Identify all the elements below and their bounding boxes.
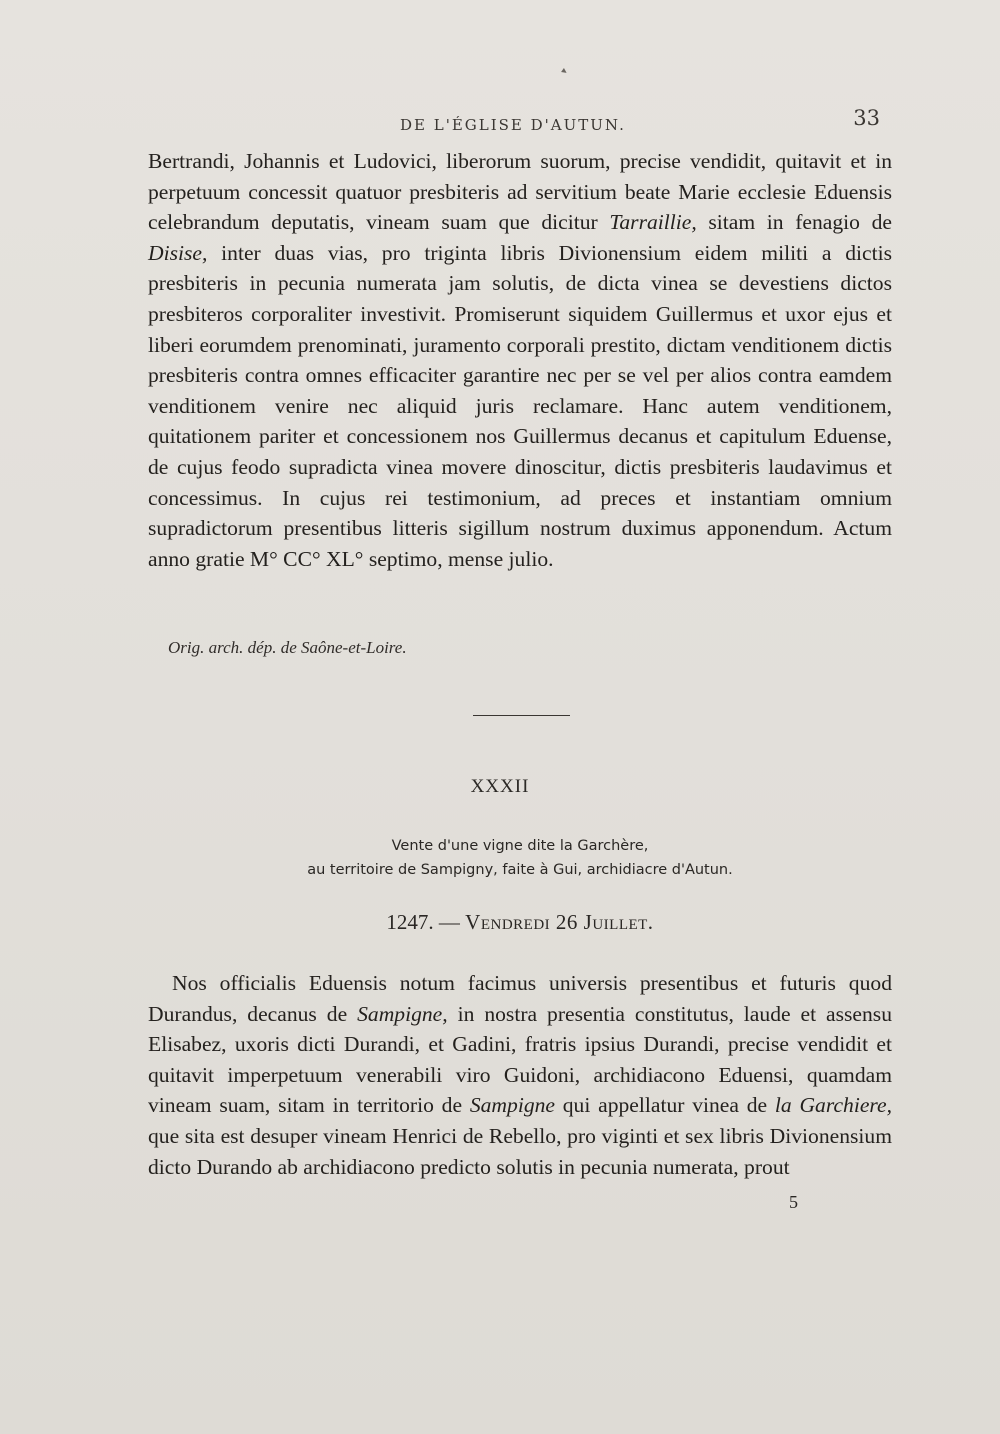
place-name-tarraillie: Tarraillie, [609,210,697,235]
page-header [150,106,890,136]
signature-mark: 5 [789,1192,798,1212]
charter-text [148,968,892,1182]
charter-subtitle-line-1: Vente d'une vigne dite la Garchère, [391,838,649,854]
charter-year: 1247. — [386,910,466,934]
charter-subtitle-line-2: au territoire de Sampigny, faite à Gui, archidiacre d'Autun. [307,862,733,878]
place-name-garchiere: la Garchiere, [774,1093,892,1118]
place-name-disise: Disise, [148,240,208,265]
place-name-sampigne: Sampigne, [357,1001,448,1026]
paragraph-1 [148,146,892,574]
source-note: Orig. arch. dép. de Saône-et-Loire. [168,638,407,657]
stray-mark: ▸ [559,65,570,78]
running-head: DE L'ÉGLISE D'AUTUN. [400,116,626,134]
text-run: Nos officialis Eduensis notum facimus universis presentibus et futuris quod Durandus, decanus de [148,971,892,1026]
place-name-sampigne-2: Sampigne [469,1093,555,1118]
text-run: sitam in fenagio de [696,210,892,235]
text-run: inter duas vias, pro triginta libris Divionensium eidem militi a dictis presbiteris in pecunia numerata jam solutis, de dicta vinea se devestiens dictos presbiteros corporaliter investivit. Promiserunt siquidem Guillermus et uxor ejus et liberi eorumdem prenominati, juramento corporali prestito, dictam venditionem dictis presbiteris contra omnes efficaciter garantire nec per se vel per alios contra eamdem venditionem venire nec aliquid juris reclamare. Hanc autem venditionem, quitationem pariter et concessionem nos Guillermus decanus et capitulum Eduense, de cujus feodo supradicta vinea movere dinoscitur, dictis presbiteris laudavimus et concessimus. In cujus rei testimonium, ad preces et instantiam omnium supradictorum presentibus litteris sigillum nostrum duximus apponendum. Actum anno gratie M° CC° XL° septimo, mense julio. [148,240,892,571]
text-run: in nostra presentia constitutus, laude et assensu Elisabez, uxoris dicti Durandi, et Gadini, fratris ipsius Durandi, precise vendidit et quitavit imperpetuum venerabili viro Guidoni, archidiacono Eduensi, quamdam vineam suam, sitam in territorio de [148,1001,892,1118]
paragraph-continued [148,146,892,574]
charter-day: Vendredi 26 Juillet. [465,910,654,934]
page-number: 33 [853,106,880,130]
charter-number: XXXII [470,776,530,797]
text-run: que sita est desuper vineam Henrici de Rebello, pro viginti et sex libris Divionensium dicto Durando ab archidiacono predicto solutis in pecunia numerata, prout [148,1123,892,1179]
section-divider [473,715,570,716]
paragraph-2 [148,968,892,1182]
text-run: Bertrandi, Johannis et Ludovici, liberorum suorum, precise vendidit, quitavit et in perpetuum concessit quatuor presbiteris ad servitium beate Marie ecclesie Eduensis celebrandum deputatis, vineam suam que dicitur [148,149,892,235]
charter-date [0,910,1000,935]
text-run: qui appellatur vinea de [555,1093,775,1118]
